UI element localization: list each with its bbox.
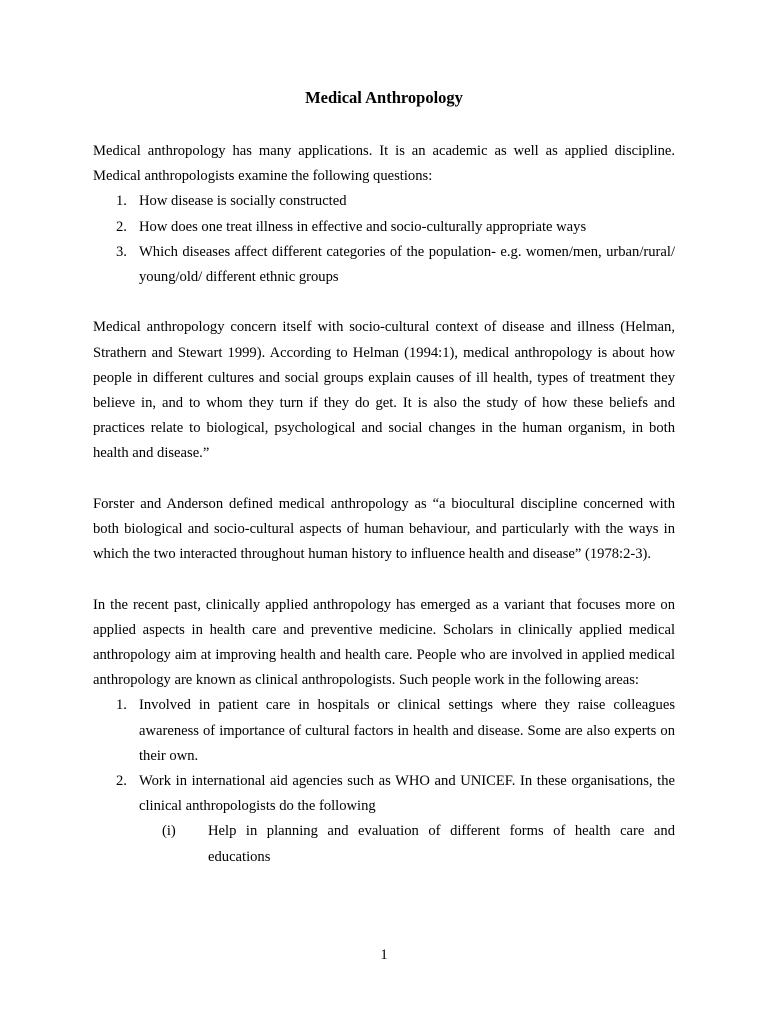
list-number: 2. [116, 218, 127, 235]
document-body [93, 139, 675, 870]
document-title: Medical Anthropology [305, 88, 463, 107]
page-number: 1 [380, 947, 388, 963]
areas-list [93, 693, 675, 819]
questions-list [93, 189, 675, 290]
intro-paragraph: Medical anthropology has many applications. It is an academic as well as applied discipline. Medical anthropologists examine the following questions: [93, 143, 675, 185]
paragraph-gap [93, 567, 675, 592]
list-text: Work in international aid agencies such as WHO and UNICEF. In these organisations, the clinical anthropologists do the following [139, 773, 675, 815]
list-item [93, 240, 675, 290]
clinical-paragraph: In the recent past, clinically applied anthropology has emerged as a variant that focuses more on applied aspects in health care and preventive medicine. Scholars in clinically applied medical anthropology aim at improving health and health care. People who are involved in applied medical anthropology are known as clinical anthropologists. Such people work in the following areas: [93, 596, 675, 689]
list-item [93, 693, 675, 769]
sub-list-number: (i) [162, 823, 176, 840]
list-number: 1. [116, 697, 127, 714]
list-item [93, 769, 675, 819]
context-paragraph: Medical anthropology concern itself with socio-cultural context of disease and illness (Helman, Strathern and Stewart 1999). According to Helman (1994:1), medical anthropology is about how people in different cultures and social groups explain causes of ill health, types of treatment they believe in, and to whom they turn if they do get. It is also the study of how these beliefs and practices relate to biological, psychological and social changes in the human organism, in both health and disease.” [93, 319, 675, 462]
list-number: 2. [116, 773, 127, 790]
sub-list-text: Help in planning and evaluation of different forms of health care and educations [208, 823, 675, 865]
list-number: 1. [116, 193, 127, 210]
list-text: Which diseases affect different categories of the population- e.g. women/men, urban/rural/ young/old/ different ethnic groups [139, 243, 675, 286]
forster-paragraph: Forster and Anderson defined medical anthropology as “a biocultural discipline concerned with both biological and socio-cultural aspects of human behaviour, and particularly with the ways in which the two interacted throughout human history to influence health and disease” (1978:2-3). [93, 495, 675, 563]
list-number: 3. [116, 243, 127, 260]
list-item [93, 215, 675, 240]
paragraph-gap [93, 467, 675, 492]
list-text: How does one treat illness in effective and socio-culturally appropriate ways [139, 218, 587, 235]
list-text: How disease is socially constructed [139, 193, 347, 210]
sub-list-item [93, 819, 675, 869]
paragraph-gap [93, 290, 675, 315]
list-item [93, 189, 675, 214]
list-text: Involved in patient care in hospitals or clinical settings where they raise colleagues awareness of importance of cultural factors in health and disease. Some are also experts on their own. [139, 697, 675, 764]
